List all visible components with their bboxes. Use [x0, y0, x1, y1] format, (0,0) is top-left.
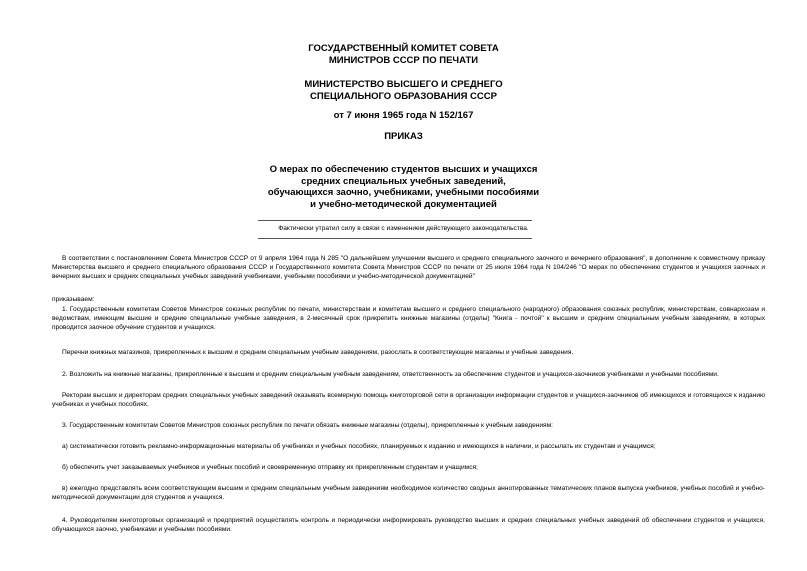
paragraph-2b: Ректорам высших и директорам средних специальных учебных заведений оказывать всемерную помощь книготорговой сети в организации информации студентов и учащихся-заочников об имеющихся и готовящихся к изданию учебниках и учебных пособиях. [52, 392, 765, 409]
document-title [0, 164, 807, 210]
title-line-1: О мерах по обеспечению студентов высших и учащихся [269, 164, 538, 175]
committee-line-2: МИНИСТРОВ СССР ПО ПЕЧАТИ [328, 54, 479, 66]
status-note: Фактически утратил силу в связи с изменением действующего законодательства. [278, 225, 529, 232]
paragraph-4: 4. Руководителям книготорговых организаций и предприятий осуществлять контроль и периодически информировать руководство высших и средних специальных учебных заведений об обеспечении студентов и учащихся, обучающихся заочно, учебниками и учебными пособиями. [52, 517, 765, 534]
bottom-divider [258, 238, 532, 239]
committee-heading [0, 43, 807, 66]
preamble-paragraph: В соответствии с постановлением Совета Министров СССР от 9 апреля 1964 года N 285 "О дальнейшем улучшении высшего и среднего специального заочного и вечернего образования", в дополнение к совместному приказу Министерства высшего и среднего специального образования СССР и Государственного комитета Совета Министров СССР по печати от 25 июля 1964 года N 104/246 "О мерах по обеспечению студентов и учащихся заочных и вечерних высших и средних специальных учебных заведений учебниками, учебными пособиями и учебно-методической документацией" [52, 255, 765, 281]
committee-line-1: ГОСУДАРСТВЕННЫЙ КОМИТЕТ СОВЕТА [308, 43, 499, 54]
paragraph-2: 2. Возложить на книжные магазины, прикрепленные к высшим и средним специальным учебным заведениям, ответственность за обеспечение студентов и учащихся-заочников учебниками и учебными пособиями. [62, 371, 719, 378]
title-line-4: и учебно-методической документацией [310, 198, 497, 210]
paragraph-1b: Перечни книжных магазинов, прикрепленных к высшим и средним специальным учебным заведениям, разослать в соответствующие магазины и учебные заведения. [62, 349, 574, 356]
ministry-line-1: МИНИСТЕРСТВО ВЫСШЕГО И СРЕДНЕГО [304, 79, 503, 90]
paragraph-3: 3. Государственным комитетам Советов Министров союзных республик по печати обязать книжные магазины (отделы), прикрепленные к учебным заведениям: [62, 422, 553, 429]
paragraph-3a: а) систематически готовить рекламно-информационные материалы об учебниках и учебных пособиях, планируемых к изданию и имеющихся в наличии, и рассылать их студентам и учащимся; [62, 443, 656, 450]
paragraph-3b: б) обеспечить учет заказываемых учебников и учебных пособий и своевременную отправку их прикрепленным студентам и учащимся; [62, 464, 478, 471]
document-type: ПРИКАЗ [384, 131, 423, 142]
ministry-heading [0, 79, 807, 102]
document-date: от 7 июня 1965 года N 152/167 [333, 110, 474, 121]
order-word: приказываем: [52, 296, 95, 303]
title-line-3: обучающихся заочно, учебниками, учебными пособиями [267, 187, 540, 198]
top-divider [258, 220, 532, 221]
ministry-line-2: СПЕЦИАЛЬНОГО ОБРАЗОВАНИЯ СССР [310, 90, 497, 102]
paragraph-1: 1. Государственным комитетам Советов Министров союзных республик по печати, министерствам и комитетам высшего и среднего специального (народного) образования союзных республик, министерствам, совнархозам и ведомствам, имеющим высшие и средние специальные учебные заведения, в 2-месячный срок прикрепить книжные магазины (отделы) "Книга - почтой" к высшим и средним специальным учебным заведениям, в которых проводится заочное обучение студентов и учащихся. [52, 306, 765, 332]
paragraph-3c: в) ежегодно представлять всем соответствующим высшим и средним специальным учебным заведениям необходимое количество сводных аннотированных тематических планов выпуска учебников, учебных пособий и учебно-методической документации для студентов и учащихся. [52, 485, 765, 502]
title-line-2: средних специальных учебных заведений, [301, 175, 506, 187]
